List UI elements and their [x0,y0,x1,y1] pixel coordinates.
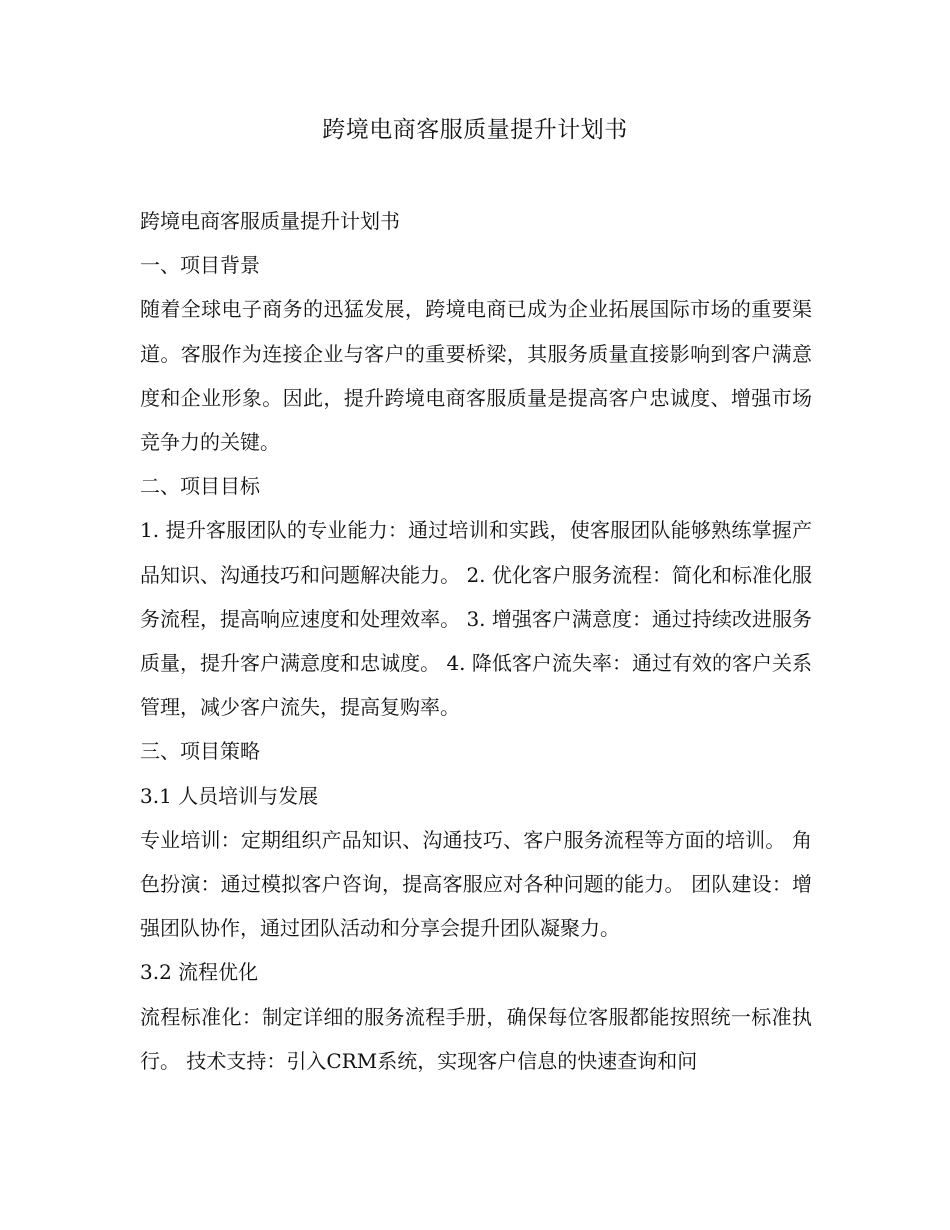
paragraph-goals: 1. 提升客服团队的专业能力：通过培训和实践，使客服团队能够熟练掌握产品知识、沟通技巧和问题解决能力。 2. 优化客户服务流程：简化和标准化服务流程，提高响应速度和处理效率。 3. 增强客户满意度：通过持续改进服务质量，提升客户满意度和忠诚度。 4. 降低客户流失率：通过有效的客户关系管理，减少客户流失，提高复购率。 [140,518,812,720]
section-heading-background: 一、项目背景 [140,253,260,278]
section-heading-strategy: 三、项目策略 [140,739,260,764]
paragraph-process: 流程标准化：制定详细的服务流程手册，确保每位客服都能按照统一标准执行。 技术支持：引入CRM系统，实现客户信息的快速查询和问 [140,1004,812,1073]
subsection-heading-process: 3.2 流程优化 [140,960,259,985]
subsection-heading-training: 3.1 人员培训与发展 [140,783,319,808]
document-title: 跨境电商客服质量提升计划书 [322,117,628,143]
document-body [140,199,812,1083]
document-subtitle: 跨境电商客服质量提升计划书 [140,209,400,233]
paragraph-training: 专业培训：定期组织产品知识、沟通技巧、客户服务流程等方面的培训。 角色扮演：通过模拟客户咨询，提高客服应对各种问题的能力。 团队建设：增强团队协作，通过团队活动和分享会提升团队凝聚力。 [140,827,812,941]
paragraph-background: 随着全球电子商务的迅猛发展，跨境电商已成为企业拓展国际市场的重要渠道。客服作为连接企业与客户的重要桥梁，其服务质量直接影响到客户满意度和企业形象。因此，提升跨境电商客服质量是提高客户忠诚度、增强市场竞争力的关键。 [140,297,812,455]
section-heading-goals: 二、项目目标 [140,474,260,499]
